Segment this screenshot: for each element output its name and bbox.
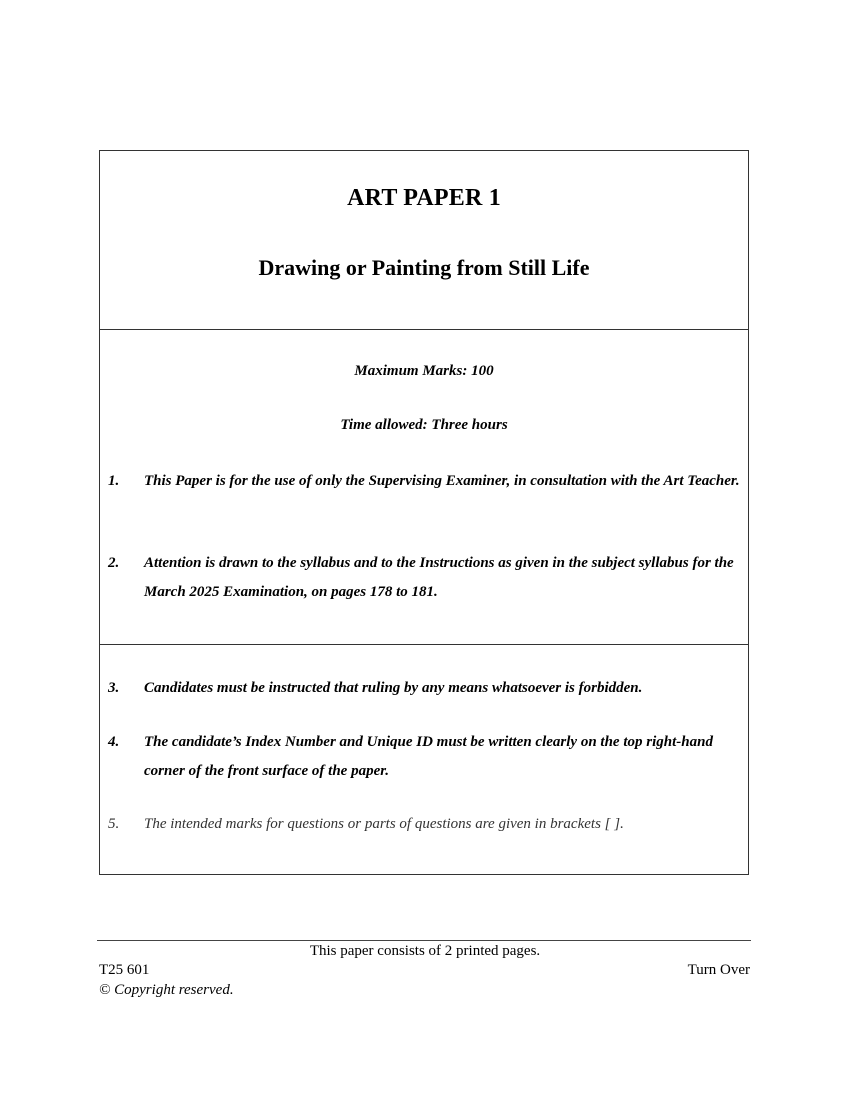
instruction-item [108, 810, 742, 839]
instruction-item [108, 467, 742, 496]
paper-code: T25 601 [99, 962, 150, 978]
instruction-number: 2. [108, 555, 120, 571]
instruction-number: 1. [108, 473, 120, 489]
instruction-text: The candidate’s Index Number and Unique ID must be written clearly on the top right-hand corner of the front surface of the paper. [144, 734, 713, 779]
instruction-number: 3. [108, 680, 120, 696]
copyright-notice: © Copyright reserved. [99, 982, 234, 998]
instruction-text: The intended marks for questions or parts of questions are given in brackets [ ]. [144, 816, 624, 832]
maximum-marks: Maximum Marks: 100 [354, 363, 494, 379]
paper-subtitle: Drawing or Painting from Still Life [258, 255, 590, 280]
instruction-text: This Paper is for the use of only the Supervising Examiner, in consultation with the Art Teacher. [144, 473, 740, 489]
instruction-item [108, 549, 742, 607]
paper-frame [99, 150, 749, 875]
instruction-number: 4. [108, 734, 120, 750]
instruction-item [108, 674, 742, 703]
turn-over-label: Turn Over [687, 962, 750, 978]
instruction-item [108, 728, 742, 786]
instruction-text: Candidates must be instructed that ruling by any means whatsoever is forbidden. [144, 680, 643, 696]
title-section [100, 151, 748, 330]
instruction-text: Attention is drawn to the syllabus and to the Instructions as given in the subject syllabus for the March 2025 Examination, on pages 178 to 181. [144, 555, 734, 600]
instruction-number: 5. [108, 816, 120, 832]
paper-title: ART PAPER 1 [347, 185, 501, 211]
time-allowed: Time allowed: Three hours [340, 417, 508, 433]
footer-divider [97, 940, 751, 941]
page-count-note: This paper consists of 2 printed pages. [309, 943, 541, 959]
